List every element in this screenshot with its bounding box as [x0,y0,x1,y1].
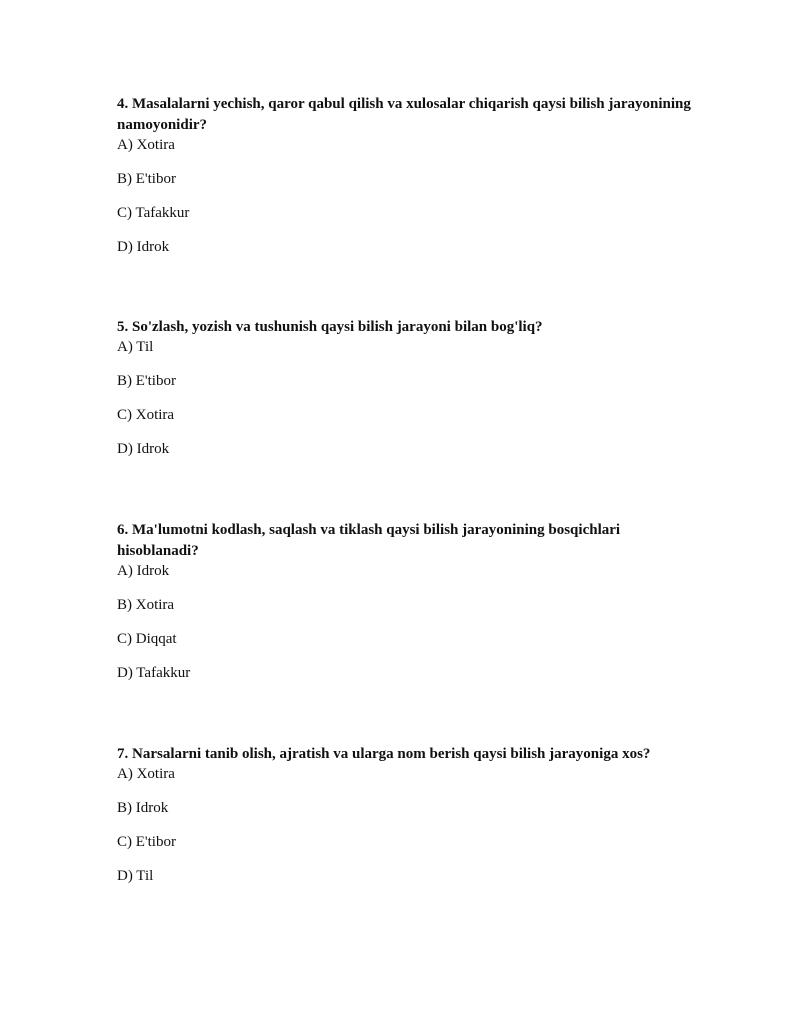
option-a: A) Idrok [117,563,170,579]
option-c: C) Tafakkur [117,205,190,221]
question-text: 4. Masalalarni yechish, qaror qabul qilish va xulosalar chiqarish qaysi bilish jarayonining namoyonidir? [117,96,691,133]
option-a: A) Til [117,339,154,355]
question-text: 6. Ma'lumotni kodlash, saqlash va tiklash qaysi bilish jarayonining bosqichlari hisoblanadi? [117,522,621,559]
option-c: C) E'tibor [117,834,176,850]
question-4 [117,94,697,256]
question-5 [117,317,697,458]
option-d: D) Idrok [117,239,170,255]
option-b: B) Xotira [117,597,175,613]
option-d: D) Tafakkur [117,665,191,681]
option-d: D) Til [117,868,154,884]
option-b: B) E'tibor [117,373,176,389]
question-text: 7. Narsalarni tanib olish, ajratish va ularga nom berish qaysi bilish jarayoniga xos? [117,746,651,762]
question-text: 5. So'zlash, yozish va tushunish qaysi bilish jarayoni bilan bog'liq? [117,319,543,335]
option-c: C) Xotira [117,407,175,423]
option-a: A) Xotira [117,766,175,782]
option-b: B) Idrok [117,800,169,816]
question-7 [117,744,697,885]
option-b: B) E'tibor [117,171,176,187]
option-a: A) Xotira [117,137,175,153]
option-c: C) Diqqat [117,631,177,647]
option-d: D) Idrok [117,441,170,457]
question-6 [117,520,697,682]
